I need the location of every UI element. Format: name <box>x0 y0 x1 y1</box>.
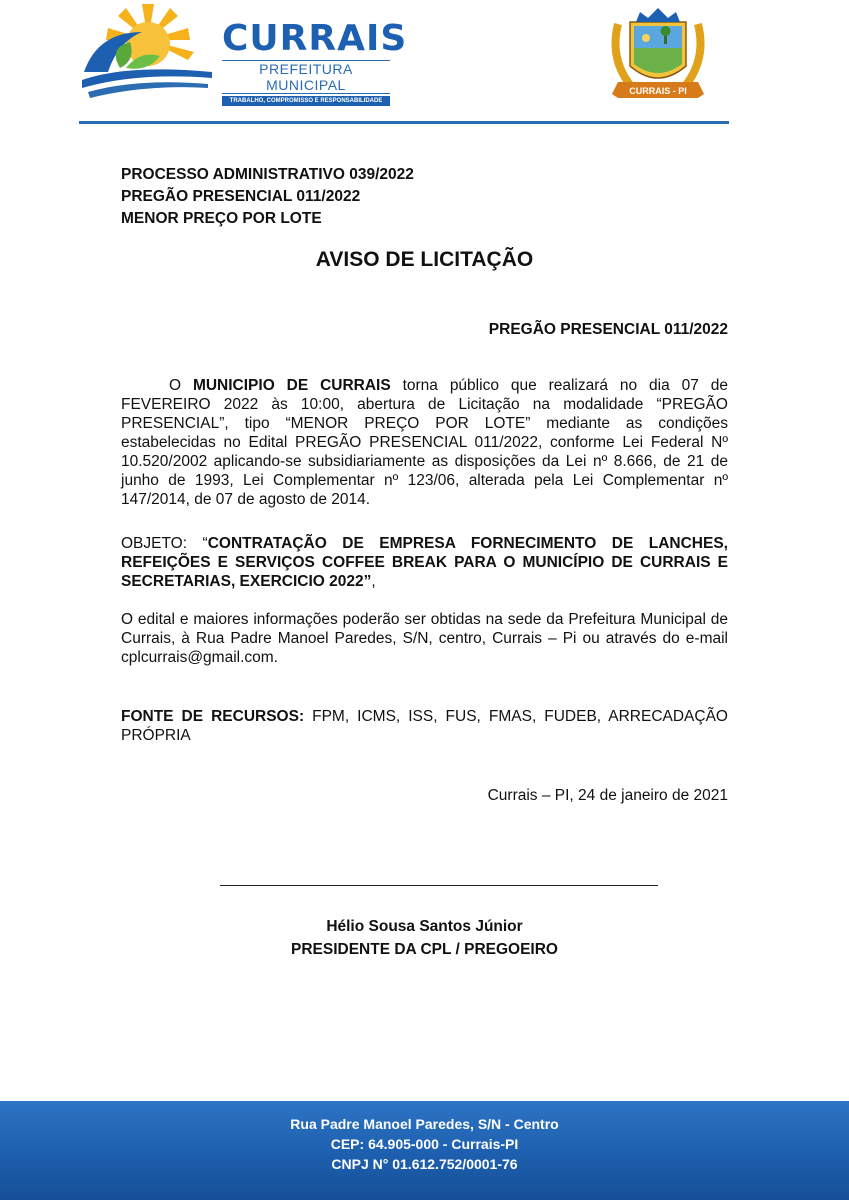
page-header <box>0 0 849 130</box>
seal-label: CURRAIS - PI <box>629 86 687 96</box>
info-text: O edital e maiores informações poderão ser obtidas na sede da Prefeitura Municipal de Currais, à Rua Padre Manoel Paredes, S/N, centro, Currais – Pi ou através do e-mail cplcurrais@gmail.com. <box>121 611 728 666</box>
process-number: PROCESSO ADMINISTRATIVO 039/2022 <box>121 166 414 183</box>
page-title: AVISO DE LICITAÇÃO <box>315 248 534 271</box>
process-block <box>121 164 728 230</box>
brand-name: CURRAIS <box>222 18 408 59</box>
brand-subtitle: PREFEITURA MUNICIPAL <box>222 60 390 94</box>
info-paragraph <box>121 610 728 667</box>
footer-cep: CEP: 64.905-000 - Currais-PI <box>330 1136 519 1152</box>
funding-sources: FPM, ICMS, ISS, FUS, FMAS, FUDEB, ARRECADAÇÃO PRÓPRIA <box>121 708 728 744</box>
funding-label: FONTE DE RECURSOS: <box>121 708 305 725</box>
object-paragraph <box>121 534 728 591</box>
footer-cnpj: CNPJ N° 01.612.752/0001-76 <box>331 1156 518 1172</box>
p1-text: torna público que realizará no dia 07 de FEVEREIRO 2022 às 10:00, abertura de Licitação na modalidade “PREGÃO PRESENCIAL”, tipo “MENOR PREÇO POR LOTE” mediante as condições estabelecidas no Edital PREGÃO PRESENCIAL 011/2022, conforme Lei Federal Nº 10.520/2002 aplicando-se subsidiariamente as disposições da Lei nº 8.666, de 21 de junho de 1993, Lei Complementar nº 123/06, alterada pela Lei Complementar nº 147/2014, de 07 de agosto de 2014. <box>121 377 728 508</box>
p1-prefix: O <box>169 377 193 394</box>
signatory-role: PRESIDENTE DA CPL / PREGOEIRO <box>291 941 558 958</box>
signatory-name: Hélio Sousa Santos Júnior <box>326 918 523 935</box>
municipal-seal-icon <box>588 4 728 108</box>
municipality-name: MUNICIPIO DE CURRAIS <box>192 377 391 394</box>
currais-logo-icon <box>78 2 218 102</box>
pregao-reference: PREGÃO PRESENCIAL 011/2022 <box>488 321 728 338</box>
pregao-number: PREGÃO PRESENCIAL 011/2022 <box>121 188 361 205</box>
footer-address: Rua Padre Manoel Paredes, S/N - Centro <box>290 1116 559 1132</box>
criteria: MENOR PREÇO POR LOTE <box>121 210 322 227</box>
object-prefix: OBJETO: “ <box>121 535 208 552</box>
header-divider <box>79 121 729 124</box>
funding-paragraph <box>121 707 728 745</box>
page-footer <box>0 1101 849 1200</box>
brand-block <box>222 20 407 106</box>
notice-paragraph <box>121 376 728 509</box>
brand-slogan: TRABALHO, COMPROMISSO E RESPONSABILIDADE <box>222 96 390 106</box>
object-suffix: , <box>371 573 376 590</box>
document-date: Currais – PI, 24 de janeiro de 2021 <box>487 787 728 804</box>
signature-line <box>220 885 658 886</box>
object-description: CONTRATAÇÃO DE EMPRESA FORNECIMENTO DE LANCHES, REFEIÇÕES E SERVIÇOS COFFEE BREAK PARA O MUNICÍPIO DE CURRAIS E SECRETARIAS, EXERCICIO 2022” <box>121 535 728 590</box>
